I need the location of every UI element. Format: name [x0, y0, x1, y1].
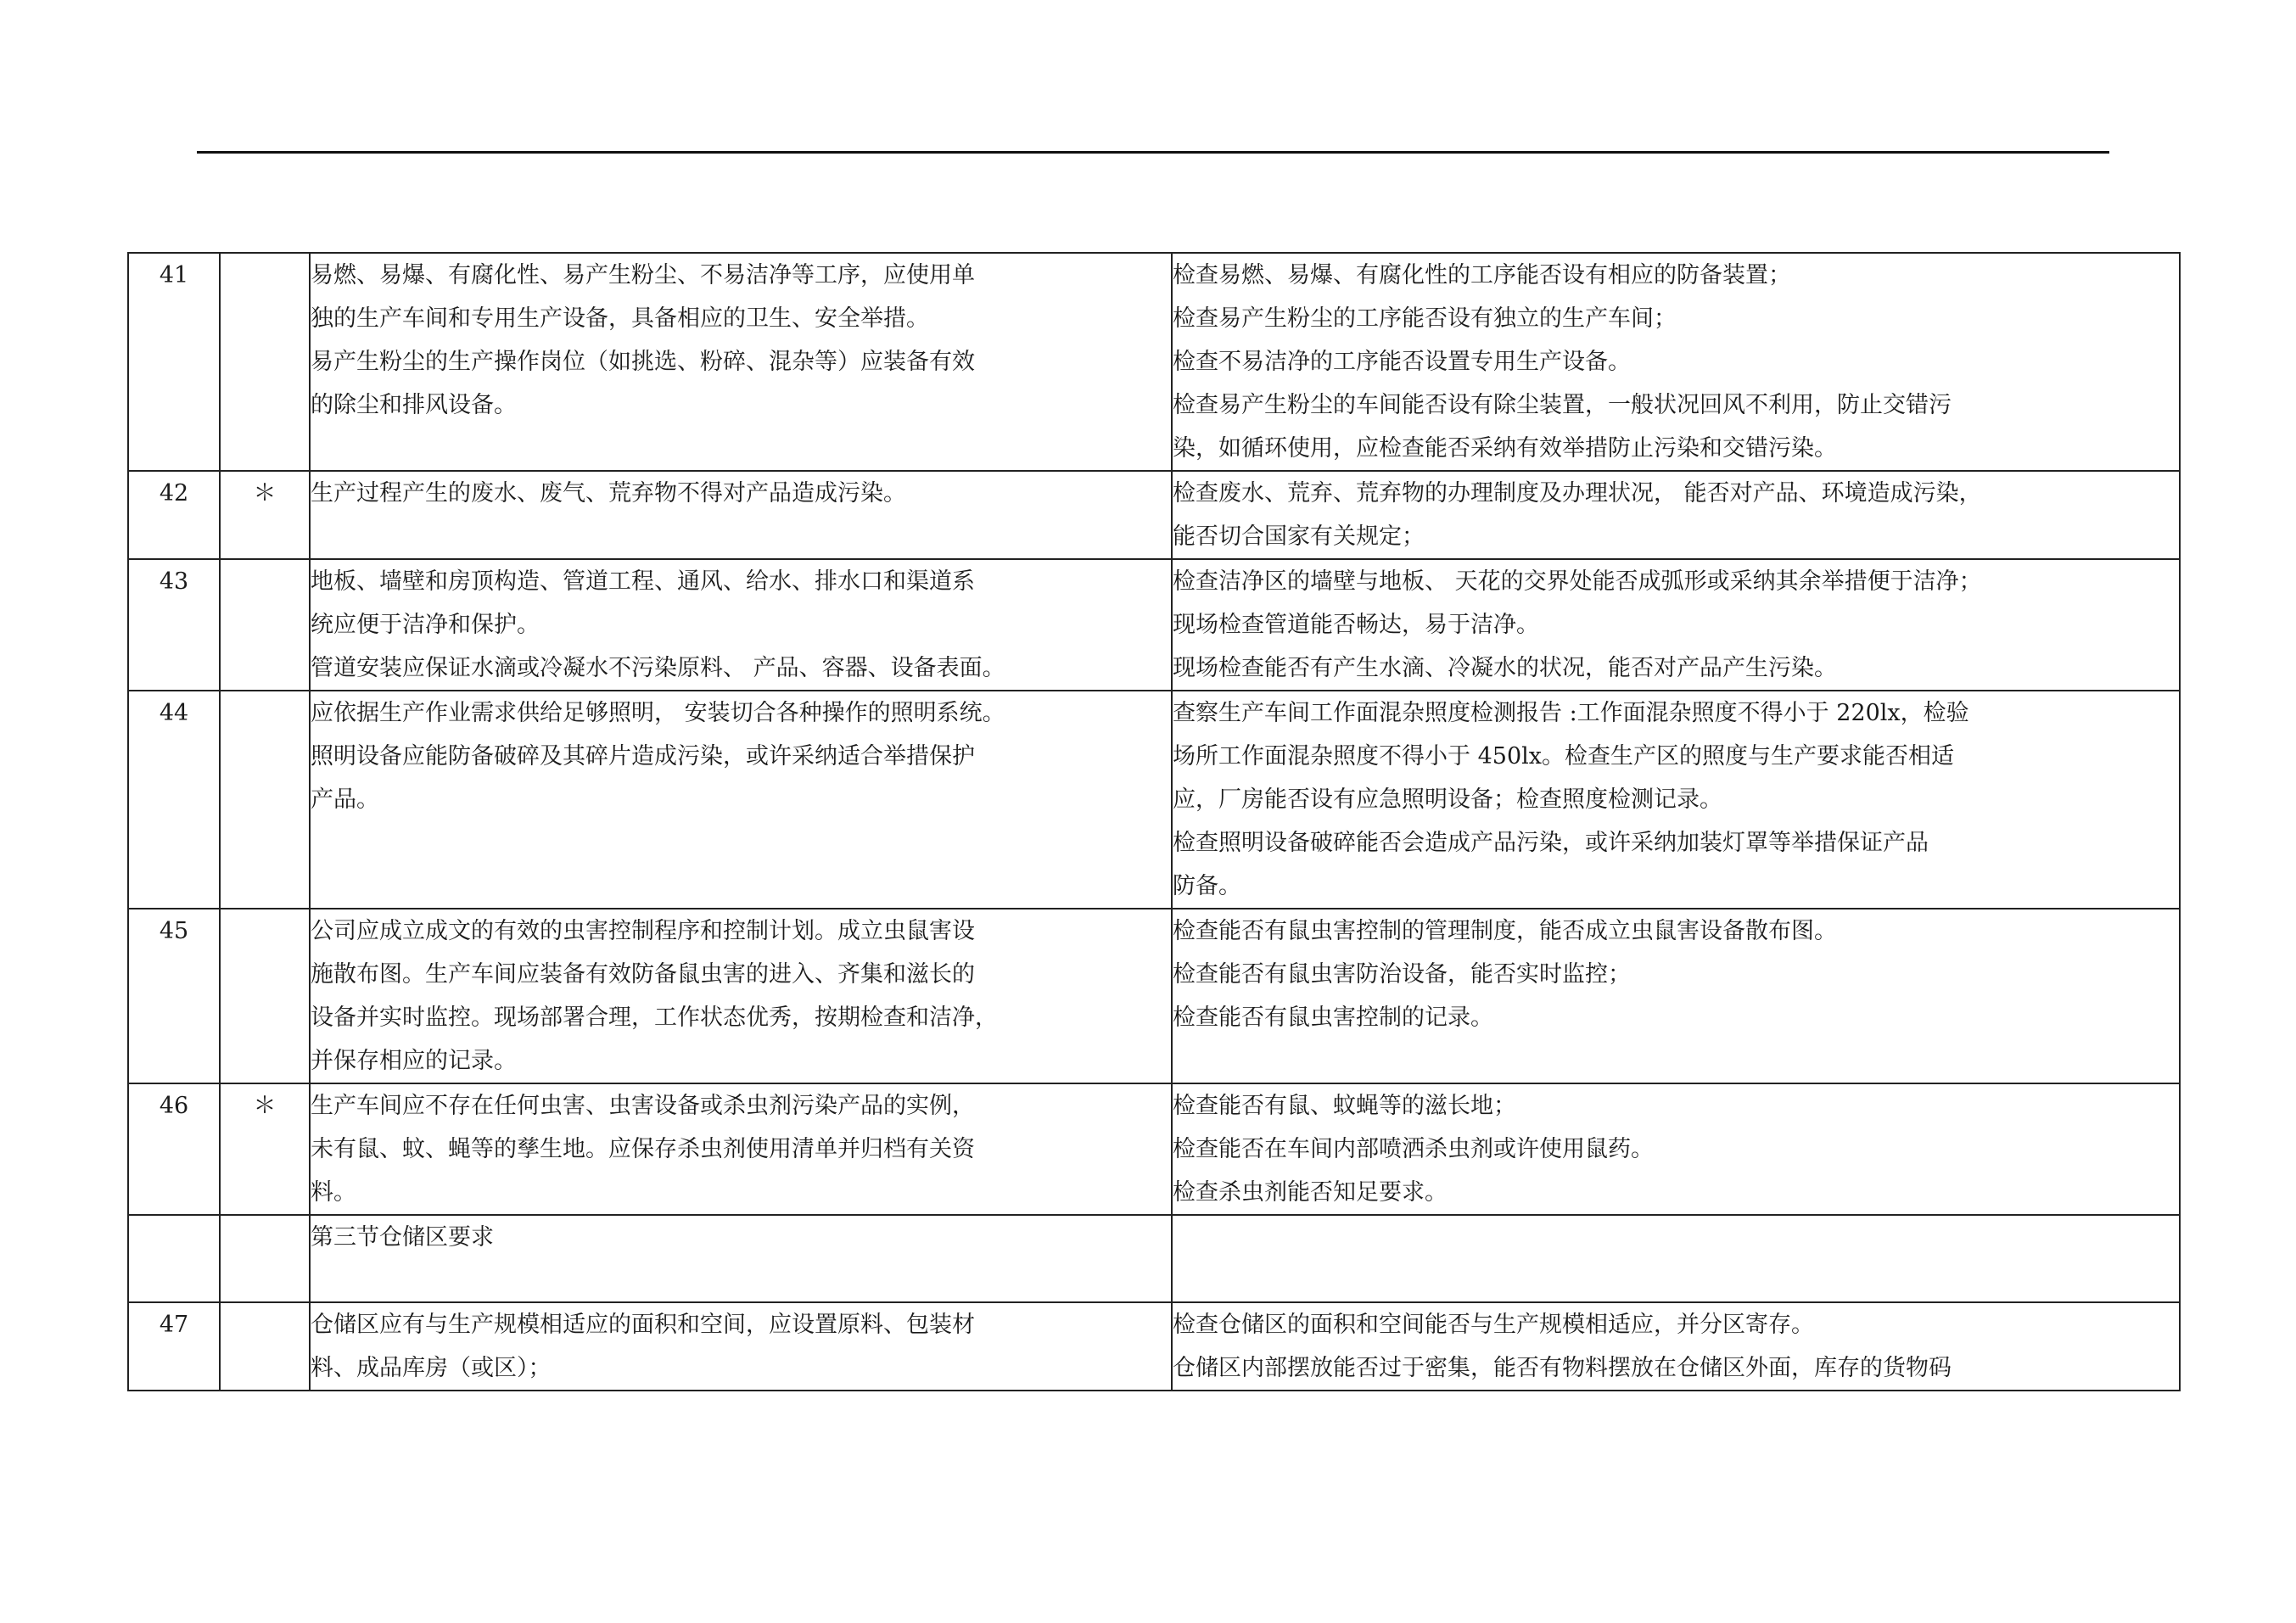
check-method-text: 染，如循环使用，应检查能否采纳有效举措防止污染和交错污染。 — [1173, 435, 1837, 462]
item-number: 45 — [128, 909, 220, 1083]
check-method-text: 检查能否有鼠虫害控制的管理制度，能否成立虫鼠害设备散布图。 — [1173, 918, 1837, 944]
key-item-mark — [220, 691, 310, 909]
key-item-mark — [220, 253, 310, 471]
item-number: 46 — [128, 1083, 220, 1215]
key-item-mark — [220, 559, 310, 691]
requirement-cell — [310, 909, 1172, 1083]
requirement-text: 设备并实时监控。现场部署合理，工作状态优秀，按期检查和洁净， — [311, 1005, 998, 1031]
check-method-text: 检查能否有鼠虫害防治设备，能否实时监控； — [1173, 961, 1631, 988]
check-method-cell — [1172, 691, 2180, 909]
requirement-text: 应依据生产作业需求供给足够照明， 安装切合各种操作的照明系统。 — [311, 700, 1005, 726]
requirement-text: 未有鼠、蚊、蝇等的孳生地。应保存杀虫剂使用清单并归档有关资 — [311, 1136, 975, 1162]
requirement-cell — [310, 471, 1172, 559]
check-method-text: 应，厂房能否设有应急照明设备；检查照度检测记录。 — [1173, 786, 1722, 813]
requirement-text: 料、成品库房（或区）； — [311, 1355, 552, 1381]
requirement-text: 生产车间应不存在任何虫害、虫害设备或杀虫剂污染产品的实例， — [311, 1093, 975, 1119]
key-item-mark — [220, 1215, 310, 1302]
item-number: 42 — [128, 471, 220, 559]
check-method-cell — [1172, 559, 2180, 691]
requirement-text: 公司应成立成文的有效的虫害控制程序和控制计划。成立虫鼠害设 — [311, 918, 975, 944]
check-method-text: 仓储区内部摆放能否过于密集，能否有物料摆放在仓储区外面，库存的货物码 — [1173, 1355, 1952, 1381]
table-row — [128, 471, 2180, 559]
check-method-text: 检查能否有鼠虫害控制的记录。 — [1173, 1005, 1493, 1031]
check-method-text: 防备。 — [1173, 873, 1241, 899]
requirement-cell — [310, 691, 1172, 909]
key-item-mark: ＊ — [220, 1083, 310, 1215]
requirement-cell — [310, 253, 1172, 471]
requirement-text: 仓储区应有与生产规模相适应的面积和空间，应设置原料、包装材 — [311, 1312, 975, 1338]
requirement-text: 的除尘和排风设备。 — [311, 392, 517, 418]
item-number: 43 — [128, 559, 220, 691]
key-item-mark: ＊ — [220, 471, 310, 559]
check-method-cell — [1172, 471, 2180, 559]
requirement-text: 管道安装应保证水滴或冷凝水不污染原料、 产品、容器、设备表面。 — [311, 655, 1005, 681]
requirement-text: 地板、墙壁和房顶构造、管道工程、通风、给水、排水口和渠道系 — [311, 568, 975, 595]
check-method-text: 检查杀虫剂能否知足要求。 — [1173, 1179, 1448, 1206]
check-method-text: 场所工作面混杂照度不得小于 450lx。检查生产区的照度与生产要求能否相适 — [1173, 743, 1954, 770]
requirement-text: 料。 — [311, 1179, 356, 1206]
requirement-text: 易产生粉尘的生产操作岗位（如挑选、粉碎、混杂等）应装备有效 — [311, 349, 975, 375]
check-method-text: 查察生产车间工作面混杂照度检测报告 :工作面混杂照度不得小于 220lx，检验 — [1173, 700, 1969, 726]
check-method-text: 检查能否有鼠、蚊蝇等的滋长地； — [1173, 1093, 1516, 1119]
check-method-cell — [1172, 1083, 2180, 1215]
check-method-cell — [1172, 253, 2180, 471]
table-row — [128, 1215, 2180, 1302]
check-method-text: 检查废水、荒弃、荒弃物的办理制度及办理状况， 能否对产品、环境造成污染， — [1173, 480, 1982, 506]
check-method-text: 检查仓储区的面积和空间能否与生产规模相适应，并分区寄存。 — [1173, 1312, 1814, 1338]
check-method-text: 现场检查能否有产生水滴、冷凝水的状况，能否对产品产生污染。 — [1173, 655, 1837, 681]
requirement-cell — [310, 1083, 1172, 1215]
check-method-text: 检查照明设备破碎能否会造成产品污染，或许采纳加装灯罩等举措保证产品 — [1173, 830, 1929, 856]
table-row — [128, 691, 2180, 909]
requirement-text: 独的生产车间和专用生产设备，具备相应的卫生、安全举措。 — [311, 305, 929, 332]
check-method-text: 能否切合国家有关规定； — [1173, 523, 1425, 550]
table-row — [128, 909, 2180, 1083]
requirement-cell — [310, 559, 1172, 691]
inspection-table — [127, 252, 2181, 1391]
item-number: 47 — [128, 1302, 220, 1391]
item-number: 41 — [128, 253, 220, 471]
requirement-text: 并保存相应的记录。 — [311, 1048, 517, 1074]
requirement-text: 易燃、易爆、有腐化性、易产生粉尘、不易洁净等工序，应使用单 — [311, 262, 975, 288]
check-method-text: 检查易产生粉尘的工序能否设有独立的生产车间； — [1173, 305, 1677, 332]
table-row — [128, 253, 2180, 471]
key-item-mark — [220, 1302, 310, 1391]
check-method-text: 检查不易洁净的工序能否设置专用生产设备。 — [1173, 349, 1631, 375]
requirement-cell — [310, 1302, 1172, 1391]
table-row — [128, 1302, 2180, 1391]
requirement-text: 生产过程产生的废水、废气、荒弃物不得对产品造成污染。 — [311, 480, 906, 506]
header-rule — [197, 151, 2109, 154]
table-row — [128, 559, 2180, 691]
check-method-cell — [1172, 1302, 2180, 1391]
requirement-text: 统应便于洁净和保护。 — [311, 612, 540, 638]
check-method-cell — [1172, 1215, 2180, 1302]
check-method-text: 检查洁净区的墙壁与地板、 天花的交界处能否成弧形或采纳其余举措便于洁净； — [1173, 568, 1982, 595]
check-method-text: 现场检查管道能否畅达，易于洁净。 — [1173, 612, 1539, 638]
requirement-text: 第三节仓储区要求 — [311, 1224, 494, 1251]
key-item-mark — [220, 909, 310, 1083]
requirement-text: 产品。 — [311, 786, 379, 813]
check-method-cell — [1172, 909, 2180, 1083]
requirement-text: 施散布图。生产车间应装备有效防备鼠虫害的进入、齐集和滋长的 — [311, 961, 975, 988]
requirement-cell — [310, 1215, 1172, 1302]
table-row — [128, 1083, 2180, 1215]
requirement-text: 照明设备应能防备破碎及其碎片造成污染，或许采纳适合举措保护 — [311, 743, 975, 770]
item-number — [128, 1215, 220, 1302]
item-number: 44 — [128, 691, 220, 909]
check-method-text: 检查易燃、易爆、有腐化性的工序能否设有相应的防备装置； — [1173, 262, 1791, 288]
check-method-text: 检查易产生粉尘的车间能否设有除尘装置，一般状况回风不利用，防止交错污 — [1173, 392, 1952, 418]
check-method-text: 检查能否在车间内部喷洒杀虫剂或许使用鼠药。 — [1173, 1136, 1654, 1162]
